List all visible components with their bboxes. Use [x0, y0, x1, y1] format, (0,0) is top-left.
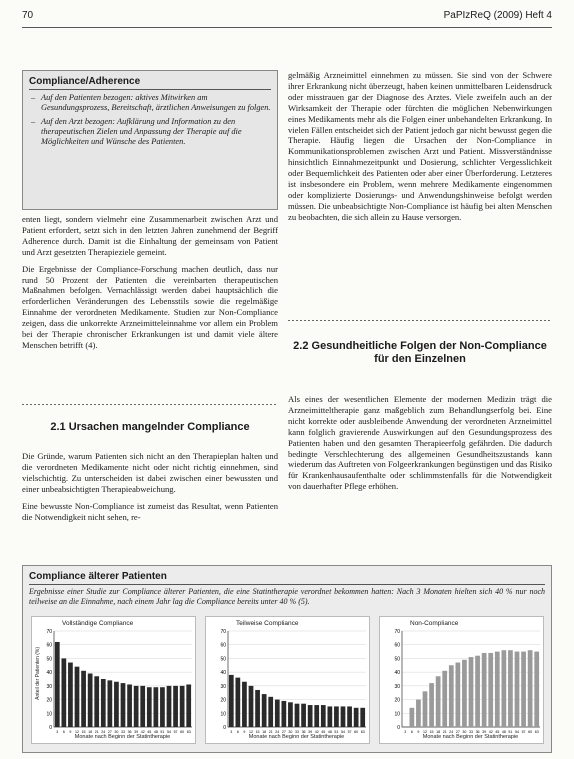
chart-bar	[321, 705, 326, 727]
section-separator	[288, 320, 552, 321]
y-tick-label: 50	[220, 656, 226, 663]
x-tick-label: 48	[501, 730, 506, 734]
x-tick-label: 21	[94, 730, 99, 734]
y-tick-label: 20	[394, 697, 400, 704]
section-heading: 2.2 Gesundheitliche Folgen der Non-Compliance für den Einzelnen	[293, 340, 547, 365]
y-tick-label: 40	[220, 670, 226, 677]
chart-bar	[455, 663, 460, 727]
box-rule	[29, 89, 271, 90]
paragraph: Die Ergebnisse der Compliance-Forschung machen deutlich, dass nur rund 50 Prozent der Patienten die vereinbarten therapeutischen Maßnahmen befolgen. Vernachlässigt werden dabei hauptsächlich die erforderlichen Veränderungen des Lebensstils sowie die regelmäßige Einnahme der verordneten Medikamente. Studien zur Non-Compliance zeigen, dass die unkorrekte Arzneimitteleinnahme vor allem ein Problem bei der Therapie chronischer Erkrankungen ist und damit viele ältere Menschen betrifft (4).	[22, 263, 278, 350]
x-tick-label: 30	[462, 730, 467, 734]
chart-bar	[341, 706, 346, 727]
header-rule	[22, 27, 552, 28]
chart-bar	[107, 680, 112, 727]
section-separator	[22, 404, 278, 405]
x-tick-label: 3	[230, 730, 233, 734]
y-tick-label: 10	[220, 711, 226, 718]
paragraph: gelmäßig Arzneimittel einnehmen zu müssen. Sie sind von der Schwere ihrer Erkrankung nicht überzeugt, haben keinen unmittelbaren Leidensdruck oder misstrauen gar der Diagnose des Arztes. Viele zweifeln auch an der Wirksamkeit der Therapie oder fürchten die möglichen Nebenwirkungen eines Medikaments mehr als die Folgen einer unbehandelten Erkrankung. In vielen Fällen entscheidet sich der Patient jedoch gar nicht bewusst gegen die Therapie. Häufig liegen die Ursachen der Non-Compliance in Kommunikationsproblemen zwischen Arzt und Patient. Missverständnisse hinsichtlich Einnahmezeitpunkt und Dosierung, schlichter Vergesslichkeit oder Bequemlichkeit des Patienten oder aber einer Überforderung. Letzteres ist insbesondere ein Problem, wenn mehrere Medikamente eingenommen oder komplizierte Dosierungs- und Anwendungshinweise befolgt werden müssen. Die unbeabsichtigte Non-Compliance ist häufig bei alten Menschen zu beobachten, die sich allein zu Hause versorgen.	[288, 70, 552, 222]
chart-bar	[167, 686, 172, 727]
x-tick-label: 33	[121, 730, 125, 734]
chart-xlabel: Monate nach Beginn der Statintherapie	[74, 734, 171, 740]
x-tick-label: 54	[515, 730, 519, 734]
x-tick-label: 18	[436, 730, 441, 734]
y-tick-label: 10	[46, 711, 52, 718]
chart-bar	[235, 678, 240, 727]
x-tick-label: 39	[482, 730, 487, 734]
x-tick-label: 54	[341, 730, 345, 734]
x-tick-label: 3	[404, 730, 407, 734]
x-tick-label: 27	[107, 730, 112, 734]
x-tick-label: 3	[56, 730, 59, 734]
y-tick-label: 30	[220, 683, 226, 690]
chart-title: Teilweise Compliance	[236, 620, 299, 627]
chart-bar	[436, 676, 441, 727]
y-tick-label: 0	[49, 725, 52, 731]
chart-xlabel: Monate nach Beginn der Statintherapie	[248, 734, 345, 740]
x-tick-label: 42	[140, 730, 145, 734]
chart-bar	[127, 684, 132, 727]
x-tick-label: 63	[360, 730, 365, 734]
definition-text: Auf den Arzt bezogen: Aufklärung und Information zu den therapeutischen Zielen und Anpassung der Therapie auf die Möglichkeiten und Wünsche des Patienten.	[41, 116, 242, 147]
x-tick-label: 30	[288, 730, 293, 734]
x-tick-label: 24	[275, 730, 280, 734]
chart-bar	[515, 652, 520, 727]
x-tick-label: 12	[423, 730, 427, 734]
chart-bar	[94, 676, 99, 727]
x-tick-label: 48	[153, 730, 158, 734]
chart-bar	[347, 706, 352, 727]
y-tick-label: 20	[46, 697, 52, 704]
definition-text: Auf den Patienten bezogen: aktives Mitwirken am Gesundungsprozess, Bereitschaft, ärztlichen Anweisungen zu folgen.	[41, 93, 271, 113]
x-tick-label: 45	[147, 730, 152, 734]
y-tick-label: 50	[46, 656, 52, 663]
chart-bar	[88, 674, 93, 727]
chart-bar	[180, 686, 185, 727]
x-tick-label: 57	[173, 730, 178, 734]
box-rule	[29, 584, 545, 585]
x-tick-label: 30	[114, 730, 119, 734]
chart-bar	[61, 658, 66, 727]
paragraph: Eine bewusste Non-Compliance ist zumeist das Resultat, wenn Patienten die Notwendigkeit nicht sehen, re-	[22, 500, 278, 522]
section-heading: 2.1 Ursachen mangelnder Compliance	[50, 421, 250, 433]
right-column-lower	[288, 394, 552, 498]
x-tick-label: 60	[528, 730, 533, 734]
chart-non-compliance	[379, 616, 544, 744]
paragraph: Die Gründe, warum Patienten sich nicht an den Therapieplan halten und die verordneten Medikamente nicht oder nicht richtig einnehmen, sind vielschichtig. Zu unterscheiden ist dabei zwischen einer bewussten und einer unbeabsichtigten Therapieabweichung.	[22, 451, 278, 494]
chart-bar	[469, 657, 474, 727]
chart-bar	[495, 652, 500, 727]
x-tick-label: 21	[442, 730, 447, 734]
chart-bar	[75, 667, 80, 727]
chart-bar	[301, 704, 306, 727]
chart-bar	[442, 671, 447, 727]
chart-bar	[508, 650, 513, 727]
x-tick-label: 45	[495, 730, 500, 734]
y-tick-label: 60	[220, 642, 226, 649]
x-tick-label: 21	[268, 730, 273, 734]
x-tick-label: 27	[455, 730, 460, 734]
y-tick-label: 70	[220, 629, 226, 635]
left-column	[22, 214, 278, 357]
x-tick-label: 18	[262, 730, 267, 734]
box-title: Compliance/Adherence	[29, 76, 141, 87]
x-tick-label: 6	[62, 730, 65, 734]
y-tick-label: 60	[46, 642, 52, 649]
x-tick-label: 27	[281, 730, 286, 734]
journal-reference: PaPIzReQ (2009) Heft 4	[443, 10, 552, 21]
chart-bar	[528, 650, 533, 727]
x-tick-label: 15	[429, 730, 434, 734]
chart-bar	[275, 700, 280, 727]
chart-bar	[68, 663, 73, 727]
chart-title: Non-Compliance	[410, 620, 459, 627]
y-tick-label: 40	[46, 670, 52, 677]
chart-bar	[121, 683, 126, 727]
chart-bar	[140, 686, 145, 727]
y-tick-label: 70	[46, 629, 52, 635]
chart-bar	[268, 697, 273, 727]
x-tick-label: 15	[255, 730, 260, 734]
chart-title: Vollständige Compliance	[62, 620, 134, 627]
chart-bar	[429, 683, 434, 727]
x-tick-label: 15	[81, 730, 86, 734]
x-tick-label: 9	[69, 730, 72, 734]
y-tick-label: 70	[394, 629, 400, 635]
y-tick-label: 60	[394, 642, 400, 649]
x-tick-label: 6	[410, 730, 413, 734]
chart-bar	[501, 650, 506, 727]
chart-bar	[409, 708, 414, 727]
chart-bar	[488, 653, 493, 727]
chart-bar	[229, 675, 234, 727]
chart-bar	[147, 687, 152, 727]
chart-bar	[327, 706, 332, 727]
chart-bar	[295, 704, 300, 727]
chart-bar	[354, 708, 359, 727]
chart-bar	[55, 642, 60, 727]
chart-ylabel: Anteil der Patienten (%)	[35, 647, 41, 700]
chart-bar	[423, 691, 428, 727]
chart-bar	[462, 660, 467, 727]
chart-bar	[255, 690, 260, 727]
chart-full-compliance	[31, 616, 196, 744]
x-tick-label: 54	[167, 730, 171, 734]
x-tick-label: 12	[75, 730, 79, 734]
paragraph: Als eines der wesentlichen Elemente der modernen Medizin trägt die Arzneimitteltherapie ganz maßgeblich zum Behandlungserfolg bei. Eine nicht korrekte oder ausbleibende Anwendung der verordneten Arzneimittel kann folglich gravierende Auswirkungen auf den Gesundungsprozess des Patienten haben und den gesamten Therapieerfolg gefährden. Die dadurch bedingte Verschlechterung des allgemeinen Gesundheitszustands kann wiederum das Auftreten von Folgeerkrankungen begünstigen und das Risiko für Krankenhausaufenthalte oder schlimmstenfalls für die Notwendigkeit von dauerhafter Pflege erhöhen.	[288, 394, 552, 492]
elderly-compliance-box	[22, 565, 552, 753]
y-tick-label: 30	[46, 683, 52, 690]
x-tick-label: 51	[160, 730, 165, 734]
y-tick-label: 50	[394, 656, 400, 663]
x-tick-label: 60	[180, 730, 185, 734]
chart-bar	[186, 684, 191, 727]
x-tick-label: 24	[449, 730, 454, 734]
x-tick-label: 51	[334, 730, 339, 734]
x-tick-label: 9	[243, 730, 246, 734]
x-tick-label: 33	[469, 730, 473, 734]
x-tick-label: 18	[88, 730, 93, 734]
left-column-lower	[22, 451, 278, 528]
x-tick-label: 33	[295, 730, 299, 734]
chart-xlabel: Monate nach Beginn der Statintherapie	[422, 734, 519, 740]
x-tick-label: 9	[417, 730, 420, 734]
chart-svg	[32, 617, 197, 745]
right-column	[288, 70, 552, 229]
chart-bar	[101, 679, 106, 727]
y-tick-label: 0	[223, 725, 226, 731]
chart-bar	[314, 705, 319, 727]
compliance-definition-box	[22, 70, 278, 210]
chart-bar	[534, 652, 539, 727]
page-number: 70	[22, 10, 34, 21]
chart-bar	[114, 682, 119, 727]
chart-bar	[288, 702, 293, 727]
chart-bar	[416, 700, 421, 727]
chart-bar	[475, 656, 480, 727]
chart-bar	[262, 694, 267, 727]
x-tick-label: 60	[354, 730, 359, 734]
y-tick-label: 30	[394, 683, 400, 690]
x-tick-label: 39	[308, 730, 313, 734]
chart-bar	[173, 686, 178, 727]
y-tick-label: 10	[394, 711, 400, 718]
chart-bar	[281, 701, 286, 727]
chart-bar	[134, 686, 139, 727]
definition-item-doctor: – Auf den Arzt bezogen: Aufklärung und Information zu den therapeutischen Zielen und Anpassung der Therapie auf die Möglichkeiten und Wünsche des Patienten.	[31, 116, 242, 147]
chart-bar	[249, 686, 254, 727]
page-header	[22, 10, 552, 24]
x-tick-label: 36	[301, 730, 306, 734]
x-tick-label: 36	[475, 730, 480, 734]
chart-bar	[449, 665, 454, 727]
chart-bar	[360, 708, 365, 727]
x-tick-label: 24	[101, 730, 106, 734]
chart-partial-compliance	[205, 616, 370, 744]
chart-bar	[334, 706, 339, 727]
definition-item-patient: – Auf den Patienten bezogen: aktives Mitwirken am Gesundungsprozess, Bereitschaft, ärztlichen Anweisungen zu folgen.	[31, 93, 271, 113]
y-tick-label: 0	[397, 725, 400, 731]
x-tick-label: 39	[134, 730, 139, 734]
x-tick-label: 42	[488, 730, 493, 734]
chart-bar	[308, 705, 313, 727]
chart-svg	[206, 617, 371, 745]
chart-bar	[160, 687, 165, 727]
x-tick-label: 57	[521, 730, 526, 734]
x-tick-label: 51	[508, 730, 513, 734]
x-tick-label: 48	[327, 730, 332, 734]
box-title: Compliance älterer Patienten	[29, 571, 167, 582]
chart-bar	[153, 687, 158, 727]
y-tick-label: 20	[220, 697, 226, 704]
y-tick-label: 40	[394, 670, 400, 677]
paragraph: enten liegt, sondern vielmehr eine Zusammenarbeit zwischen Arzt und Patient erfordert, setzt sich in den letzten Jahren zunehmend der Begriff Adherence durch. Damit ist die Einhaltung der gemeinsam von Patient und Arzt gesetzten Therapieziele gemeint.	[22, 214, 278, 257]
x-tick-label: 63	[186, 730, 191, 734]
box-caption: Ergebnisse einer Studie zur Compliance älterer Patienten, die eine Statintherapie verordnet bekommen hatten: Nach 3 Monaten hielten sich 40 % nur noch teilweise an die Einnahme, nach einem Jahr lag die Compliance bereits unter 40 % (5).	[29, 587, 545, 606]
x-tick-label: 45	[321, 730, 326, 734]
x-tick-label: 6	[236, 730, 239, 734]
chart-bar	[81, 671, 86, 727]
chart-bar	[482, 653, 487, 727]
x-tick-label: 36	[127, 730, 132, 734]
chart-svg	[380, 617, 545, 745]
chart-bar	[521, 652, 526, 727]
chart-bar	[242, 682, 247, 727]
x-tick-label: 42	[314, 730, 319, 734]
x-tick-label: 57	[347, 730, 352, 734]
x-tick-label: 12	[249, 730, 253, 734]
x-tick-label: 63	[534, 730, 539, 734]
